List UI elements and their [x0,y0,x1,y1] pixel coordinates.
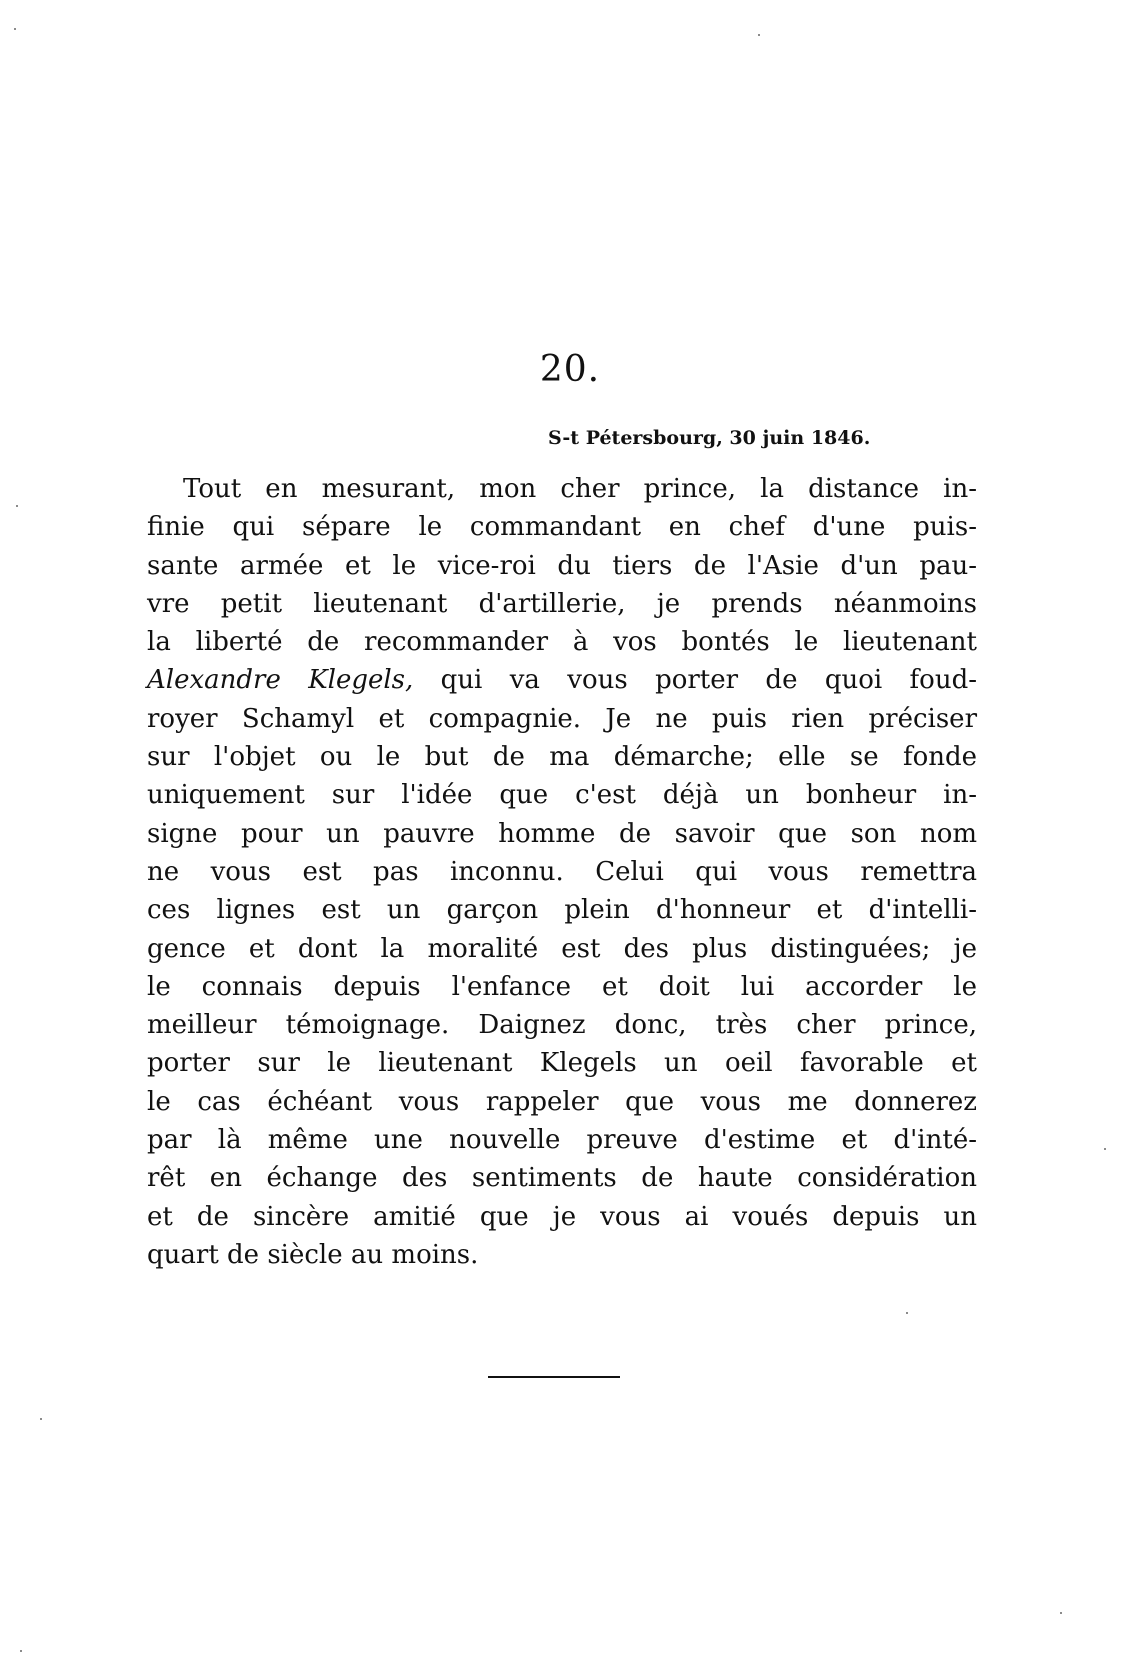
body-line-continuation: qui va vous porter de quoi foud- [440,665,977,696]
body-line: ces lignes est un garçon plein d'honneur et d'intelli- [147,895,977,926]
letter-body [147,470,977,1274]
scan-speck [1104,1148,1106,1150]
scan-speck [1060,1612,1062,1614]
scan-speck [20,1650,22,1652]
scan-speck [16,505,18,507]
body-line: la liberté de recommander à vos bontés le lieutenant [147,627,977,658]
body-line: par là même une nouvelle preuve d'estime et d'inté- [147,1125,977,1156]
body-line: sur l'objet ou le but de ma démarche; elle se fonde [147,742,977,773]
body-line: royer Schamyl et compagnie. Je ne puis rien préciser [147,703,977,734]
end-rule [488,1376,620,1378]
body-line: porter sur le lieutenant Klegels un oeil favorable et [147,1048,977,1079]
letter-number: 20. [539,349,601,390]
body-line: le cas échéant vous rappeler que vous me donnerez [147,1086,977,1117]
body-line: finie qui sépare le commandant en chef d'une puis- [147,512,977,543]
body-line: rêt en échange des sentiments de haute considération [147,1163,977,1194]
body-line: uniquement sur l'idée que c'est déjà un bonheur in- [147,780,977,811]
italic-name: Alexandre Klegels, [147,665,414,696]
body-line: et de sincère amitié que je vous ai voués depuis un [147,1201,977,1232]
scan-speck [40,1418,42,1420]
body-line: sante armée et le vice-roi du tiers de l'Asie d'un pau- [147,550,977,581]
body-line [147,661,977,699]
body-line: quart de siècle au moins. [147,1239,479,1270]
body-line: Tout en mesurant, mon cher prince, la distance in- [183,474,977,504]
body-line: meilleur témoignage. Daignez donc, très cher prince, [147,1010,977,1041]
body-line: vre petit lieutenant d'artillerie, je prends néanmoins [147,588,977,619]
body-line: gence et dont la moralité est des plus distinguées; je [147,933,977,964]
scan-speck [906,1312,908,1314]
body-line: le connais depuis l'enfance et doit lui accorder le [147,971,977,1002]
scan-speck [758,34,760,36]
body-line: ne vous est pas inconnu. Celui qui vous remettra [147,856,977,887]
dateline: S-t Pétersbourg, 30 juin 1846. [548,427,871,449]
scan-speck [14,28,16,30]
body-line: signe pour un pauvre homme de savoir que son nom [147,818,977,849]
